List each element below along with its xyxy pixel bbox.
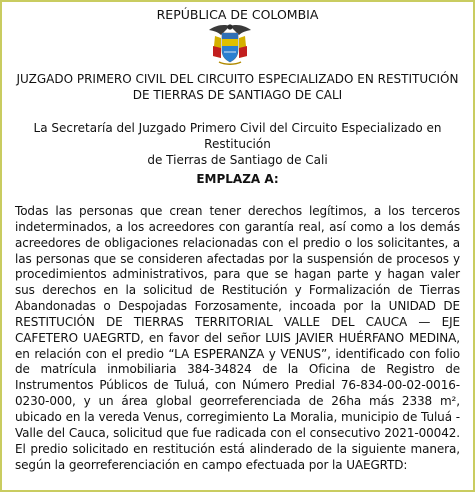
court-name-line-2: DE TIERRAS DE SANTIAGO DE CALI	[132, 88, 343, 102]
notice-body-paragraph: Todas las personas que crean tener derechos legítimos, a los terceros indeterminados, a los acreedores con garantía real, así como a los demás acreedores de obligaciones relacionadas con el predio o los solicitantes, a las personas que se consideren afectadas por la suspensión de procesos y procedimientos administrativos, para que se hagan parte y hagan valer sus derechos en la solicitud de Restitución y Formalización de Tierras Abandonadas o Despojadas Forzosamente, incoada por la UNIDAD DE RESTITUCIÓN DE TIERRAS TERRITORIAL VALLE DEL CAUCA — EJE CAFETERO UAEGRTD, en favor del señor LUIS JAVIER HUÉRFANO MEDINA, en relación con el predio “LA ESPERANZA y VENUS”, identificado con folio de matrícula inmobiliaria 384-34824 de la Oficina de Registro de Instrumentos Públicos de Tuluá, con Número Predial 76-834-00-02-0016-0230-000, y un área global georreferenciada de 26ha más 2338 m², ubicado en la vereda Venus, corregimiento La Moralia, municipio de Tuluá - Valle del Cauca, solicitud que fue radicada con el consecutivo 2021-00042. El predio solicitado en restitución está alinderado de la siguiente manera, según la georreferenciación en campo efectuada por la UAEGRTD:	[15, 204, 460, 472]
secretaria-line-2: de Tierras de Santiago de Cali	[147, 153, 328, 167]
republic-heading: REPÚBLICA DE COLOMBIA	[156, 7, 319, 22]
colombia-coat-of-arms-icon	[207, 22, 253, 66]
secretaria-statement	[12, 120, 463, 168]
emplaza-heading: EMPLAZA A:	[196, 172, 279, 186]
court-name-line-1: JUZGADO PRIMERO CIVIL DEL CIRCUITO ESPECIALIZADO EN RESTITUCIÓN	[16, 72, 459, 86]
secretaria-line-1: La Secretaría del Juzgado Primero Civil del Circuito Especializado en Restitución	[33, 121, 442, 151]
court-name	[12, 71, 463, 103]
